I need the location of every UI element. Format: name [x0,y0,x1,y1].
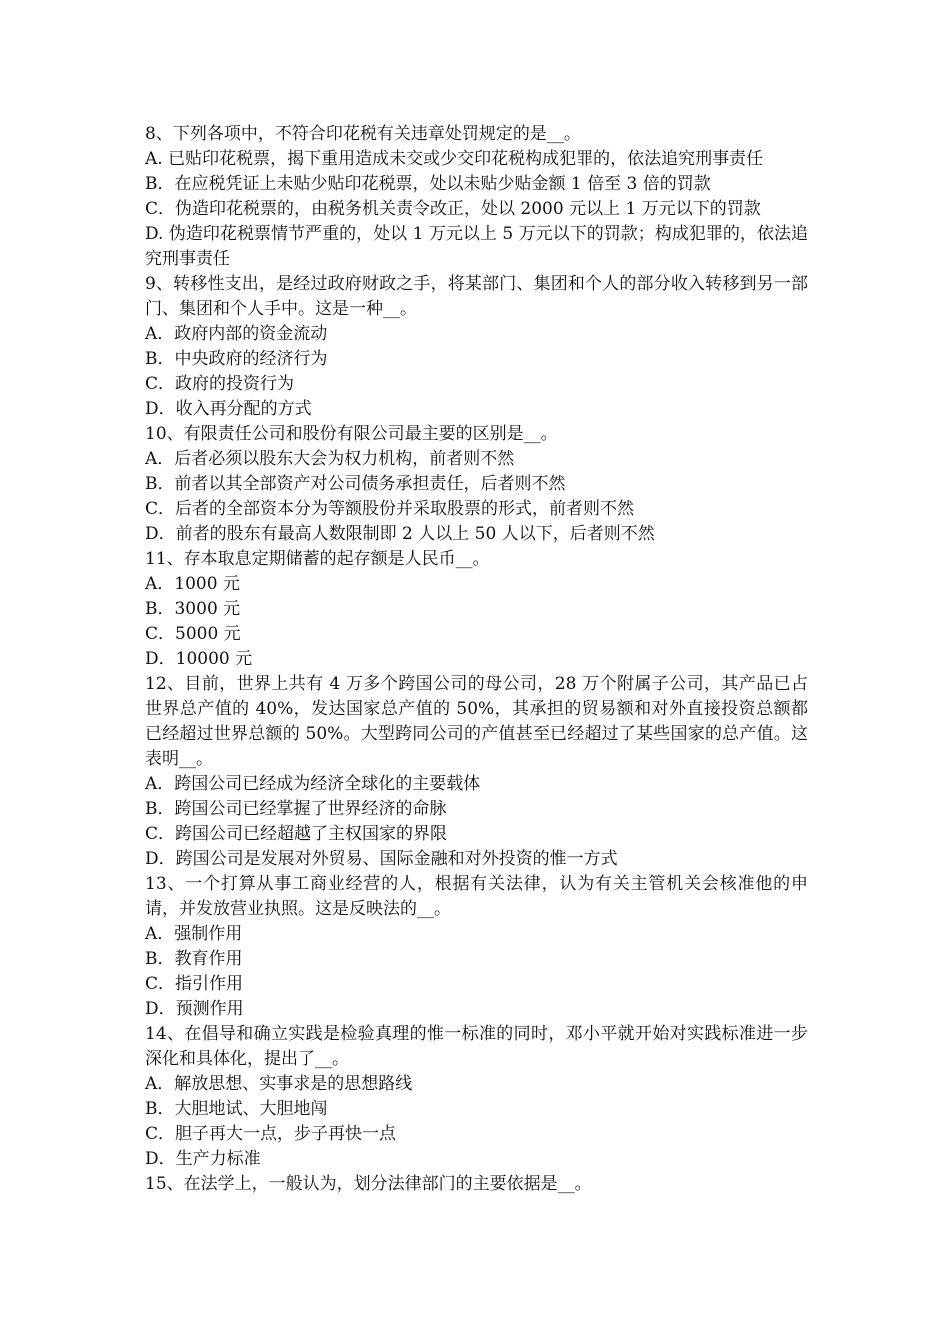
question-8 [145,122,808,272]
option-a: A. 已贴印花税票，揭下重用造成未交或少交印花税构成犯罪的，依法追究刑事责任 [145,149,764,169]
option-b: B．中央政府的经济行为 [145,349,328,369]
option-b: B．跨国公司已经掌握了世界经济的命脉 [145,799,447,819]
option-c: C．伪造印花税票的，由税务机关责令改正，处以 2000 元以上 1 万元以下的罚款 [145,199,761,219]
question-9 [145,272,808,422]
option-c: C．指引作用 [145,974,244,994]
document-page [145,122,808,1197]
option-a: A．1000 元 [145,574,240,594]
question-stem: 8、下列各项中，不符合印花税有关违章处罚规定的是__。 [145,124,581,144]
option-a: A．跨国公司已经成为经济全球化的主要载体 [145,774,481,794]
question-10 [145,422,808,547]
option-d: D．前者的股东有最高人数限制即 2 人以上 50 人以下，后者则不然 [145,524,655,544]
option-d: D．10000 元 [145,649,253,669]
option-a: A．解放思想、实事求是的思想路线 [145,1074,413,1094]
option-c: C．后者的全部资本分为等额股份并采取股票的形式，前者则不然 [145,499,635,519]
option-a: A．强制作用 [145,924,243,944]
question-stem: 14、在倡导和确立实践是检验真理的惟一标准的同时，邓小平就开始对实践标准进一步深化和具体化，提出了__。 [145,1024,808,1069]
question-13 [145,872,808,1022]
option-a: A．后者必须以股东大会为权力机构，前者则不然 [145,449,515,469]
option-b: B．大胆地试、大胆地闯 [145,1099,328,1119]
question-stem: 12、目前，世界上共有 4 万多个跨国公司的母公司，28 万个附属子公司，其产品已占世界总产值的 40%，发达国家总产值的 50%，其承担的贸易额和对外直接投资总额都已经超过世界总额的 50%。大型跨同公司的产值甚至已经超过了某些国家的总产值。这表明__。 [145,674,808,769]
option-b: B．教育作用 [145,949,243,969]
option-d: D．预测作用 [145,999,244,1019]
question-14 [145,1022,808,1172]
option-a: A．政府内部的资金流动 [145,324,328,344]
option-d: D．收入再分配的方式 [145,399,312,419]
option-c: C．5000 元 [145,624,241,644]
question-stem: 11、存本取息定期储蓄的起存额是人民币__。 [145,549,490,569]
question-stem: 9、转移性支出，是经过政府财政之手，将某部门、集团和个人的部分收入转移到另一部门、集团和个人手中。这是一种__。 [145,274,808,319]
question-stem: 10、有限责任公司和股份有限公司最主要的区别是__。 [145,424,558,444]
option-d: D．生产力标准 [145,1149,261,1169]
option-c: C．胆子再大一点，步子再快一点 [145,1124,397,1144]
question-11 [145,547,808,672]
option-d: D．跨国公司是发展对外贸易、国际金融和对外投资的惟一方式 [145,849,618,869]
option-b: B．3000 元 [145,599,241,619]
question-12 [145,672,808,872]
question-15 [145,1172,808,1197]
option-c: C．跨国公司已经超越了主权国家的界限 [145,824,448,844]
option-c: C．政府的投资行为 [145,374,295,394]
option-b: B．在应税凭证上未贴少贴印花税票，处以未贴少贴金额 1 倍至 3 倍的罚款 [145,174,711,194]
question-stem: 15、在法学上，一般认为，划分法律部门的主要依据是__。 [145,1174,592,1194]
option-d: D. 伪造印花税票情节严重的，处以 1 万元以上 5 万元以下的罚款；构成犯罪的，依法追究刑事责任 [145,224,808,269]
option-b: B．前者以其全部资产对公司债务承担责任，后者则不然 [145,474,566,494]
question-stem: 13、一个打算从事工商业经营的人，根据有关法律，认为有关主管机关会核准他的申请，并发放营业执照。这是反映法的__。 [145,874,808,919]
